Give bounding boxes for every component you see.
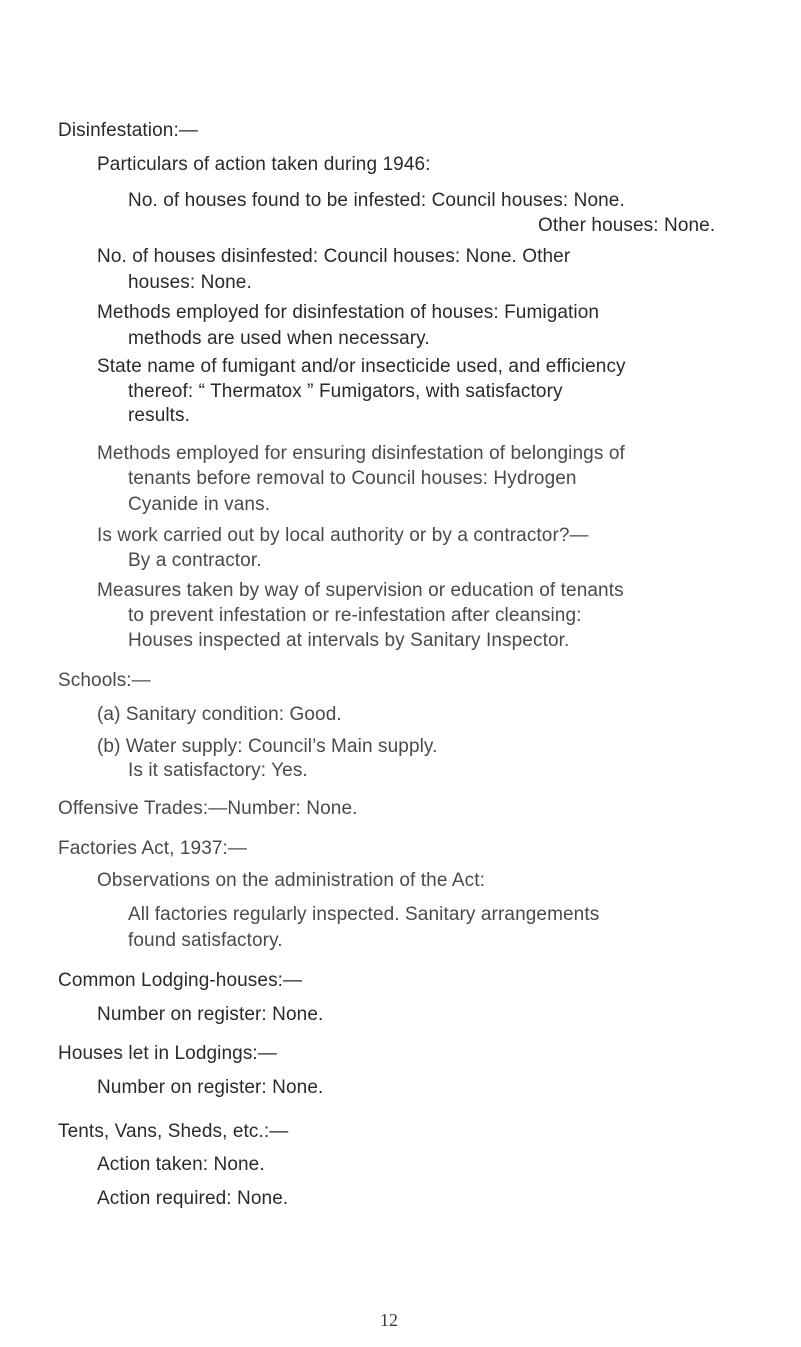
infested-line-1: No. of houses found to be infested: Council houses: None. <box>128 190 625 211</box>
disinfested-line-2: houses: None. <box>128 272 252 293</box>
particulars-line: Particulars of action taken during 1946: <box>97 154 431 175</box>
schools-water-2: Is it satisfactory: Yes. <box>128 760 308 781</box>
factories-detail-2: found satisfactory. <box>128 930 283 951</box>
factories-observations: Observations on the administration of the Act: <box>97 870 485 891</box>
measures-line-3: Houses inspected at intervals by Sanitary Inspector. <box>128 630 570 651</box>
disinfestation-heading: Disinfestation:— <box>58 120 198 141</box>
houses-let-number: Number on register: None. <box>97 1077 324 1098</box>
lodging-houses-heading: Common Lodging-houses:— <box>58 970 303 991</box>
factories-detail-1: All factories regularly inspected. Sanitary arrangements <box>128 904 600 925</box>
measures-line-2: to prevent infestation or re-infestation after cleansing: <box>128 605 582 626</box>
offensive-trades: Offensive Trades:—Number: None. <box>58 798 358 819</box>
disinfested-line-1: No. of houses disinfested: Council houses: None. Other <box>97 246 571 267</box>
fumigant-line-2: thereof: “ Thermatox ” Fumigators, with satisfactory <box>128 381 563 402</box>
fumigant-line-1: State name of fumigant and/or insecticide used, and efficiency <box>97 356 626 377</box>
tents-heading: Tents, Vans, Sheds, etc.:— <box>58 1121 289 1142</box>
schools-heading: Schools:— <box>58 670 151 691</box>
belongings-line-3: Cyanide in vans. <box>128 494 271 515</box>
measures-line-1: Measures taken by way of supervision or education of tenants <box>97 580 624 601</box>
tents-action-taken: Action taken: None. <box>97 1154 265 1175</box>
page-number: 12 <box>380 1310 398 1330</box>
infested-line-2: Other houses: None. <box>538 215 716 236</box>
methods-line-2: methods are used when necessary. <box>128 328 430 349</box>
belongings-line-2: tenants before removal to Council houses: Hydrogen <box>128 468 577 489</box>
tents-action-required: Action required: None. <box>97 1188 289 1209</box>
factories-heading: Factories Act, 1937:— <box>58 838 248 859</box>
lodging-houses-number: Number on register: None. <box>97 1004 324 1025</box>
fumigant-line-3: results. <box>128 405 191 426</box>
belongings-line-1: Methods employed for ensuring disinfestation of belongings of <box>97 443 625 464</box>
methods-line-1: Methods employed for disinfestation of houses: Fumigation <box>97 302 600 323</box>
schools-water-1: (b) Water supply: Council’s Main supply. <box>97 736 438 757</box>
work-line-1: Is work carried out by local authority or by a contractor?— <box>97 525 589 546</box>
work-line-2: By a contractor. <box>128 550 262 571</box>
schools-sanitary: (a) Sanitary condition: Good. <box>97 704 342 725</box>
houses-let-heading: Houses let in Lodgings:— <box>58 1043 277 1064</box>
